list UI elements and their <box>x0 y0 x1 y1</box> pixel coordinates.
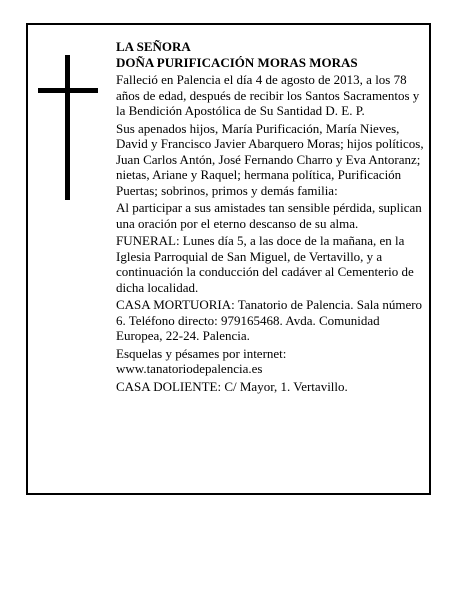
obituary-text <box>116 39 428 394</box>
obituary-frame <box>26 23 431 495</box>
death-announcement: Falleció en Palencia el día 4 de agosto de 2013, a los 78 años de edad, después de recibir los Santos Sacramentos y la Bendición Apostólica de Su Santidad D. E. P. <box>116 72 420 118</box>
title-line-1: LA SEÑORA <box>116 39 191 54</box>
funeral-home-info: CASA MORTUORIA: Tanatorio de Palencia. Sala número 6. Teléfono directo: 979165468. Avda. Comunidad Europea, 22-24. Palencia. <box>116 297 423 343</box>
cross-horizontal-bar <box>38 88 98 93</box>
funeral-info: FUNERAL: Lunes día 5, a las doce de la mañana, en la Iglesia Parroquial de San Miguel, de Vertavillo, y a continuación la conducción del cadáver al Cementerio de dicha localidad. <box>116 233 414 295</box>
family-list: Sus apenados hijos, María Purificación, María Nieves, David y Francisco Javier Abarquero Moras; hijos políticos, Juan Carlos Antón, José Fernando Charro y Eva Antoranz; nietas, Ariane y Raquel; hermana política, Purificación Puertas; sobrinos, primos y demás familia: <box>116 120 424 198</box>
cross-icon <box>38 55 98 200</box>
internet-condolences: Esquelas y pésames por internet: www.tanatoriodepalencia.es <box>116 345 287 376</box>
prayer-request: Al participar a sus amistades tan sensible pérdida, suplican una oración por el eterno descanso de su alma. <box>116 200 422 231</box>
family-home-address: CASA DOLIENTE: C/ Mayor, 1. Vertavillo. <box>116 378 348 394</box>
deceased-name: DOÑA PURIFICACIÓN MORAS MORAS <box>116 54 358 70</box>
cross-vertical-bar <box>65 55 70 200</box>
